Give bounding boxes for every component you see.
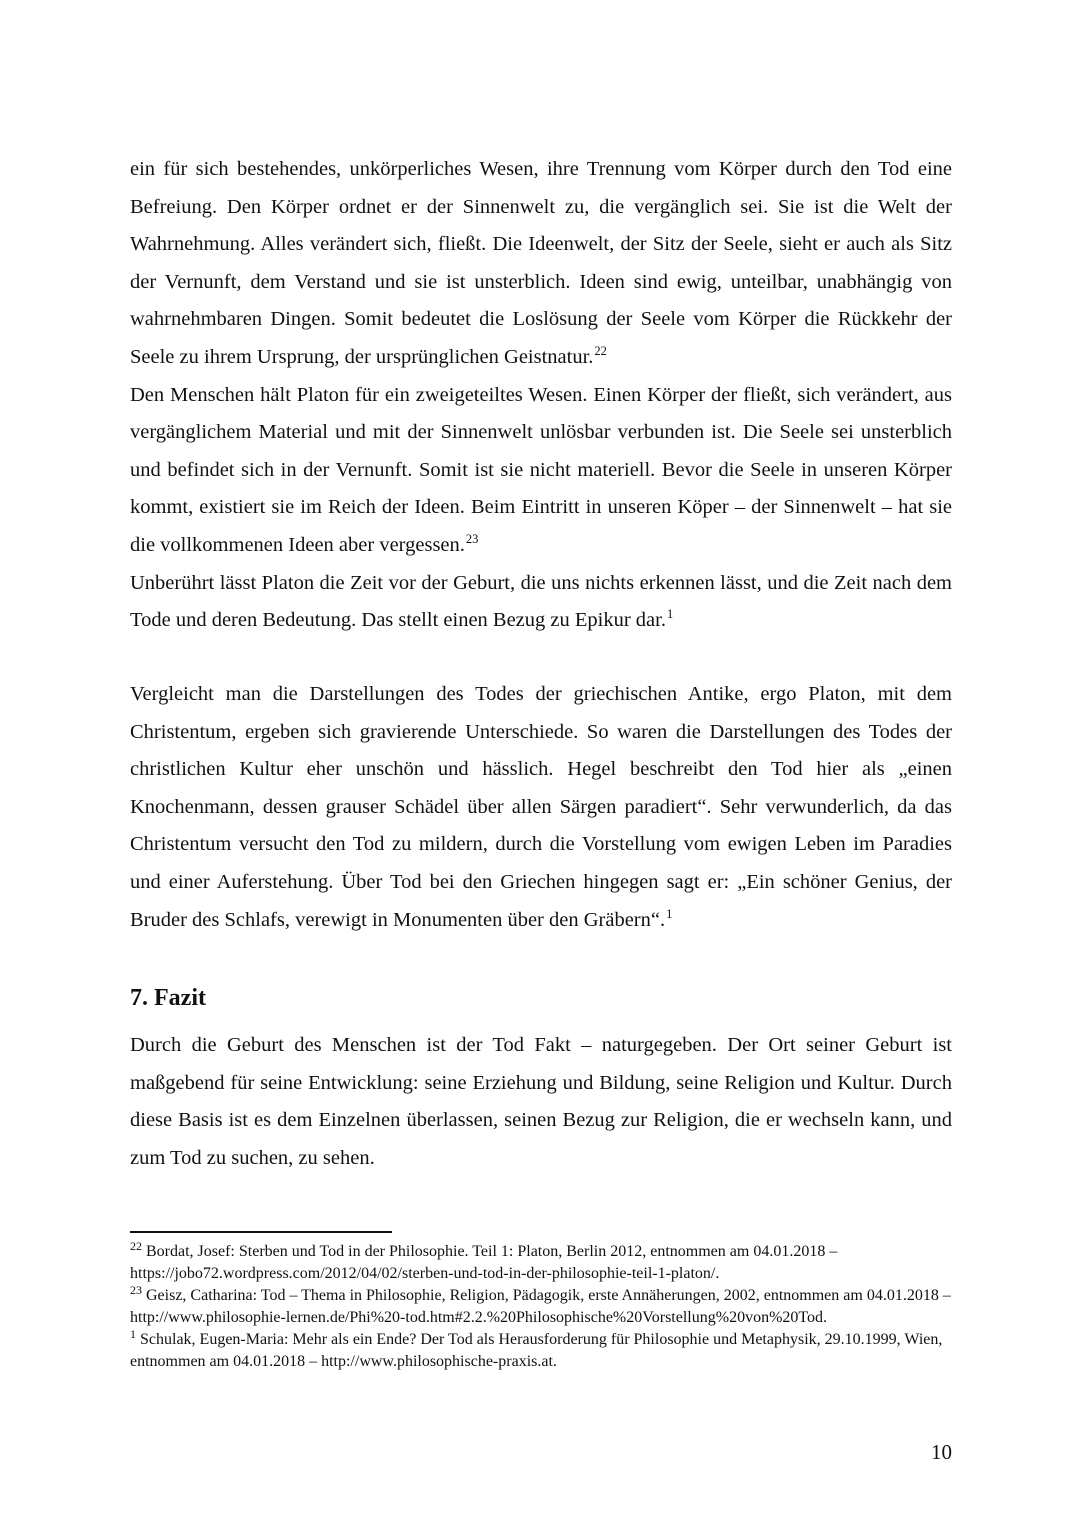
footnote-ref[interactable]: 23 (465, 532, 479, 547)
section-body (130, 1027, 952, 1177)
footnote-item (130, 1282, 952, 1329)
footnote-text: Schulak, Eugen-Maria: Mehr als ein Ende? Der Tod als Herausforderung für Philosophie und Metaphysik, 29.10.1999, Wien, entnommen am 04.01.2018 – http://www.philosophische-praxis.at. (130, 1331, 943, 1370)
paragraph-platon-human (130, 377, 952, 565)
paragraph-epikur (130, 565, 952, 640)
paragraph-christianity (130, 676, 952, 939)
paragraph-text: Unberührt lässt Platon die Zeit vor der Geburt, die uns nichts erkennen lässt, und die Zeit nach dem Tode und deren Bedeutung. Das stellt einen Bezug zu Epikur dar. (130, 571, 952, 632)
footnote-number: 1 (130, 1326, 136, 1341)
paragraph-text: Vergleicht man die Darstellungen des Todes der griechischen Antike, ergo Platon, mit dem Christentum, ergeben sich gravierende Unterschiede. So waren die Darstellungen des Todes der christlichen Kultur eher unschön und hässlich. Hegel beschreibt den Tod hier als „einen Knochenmann, dessen grauser Schädel über allen Särgen paradiert“. Sehr verwunderlich, da das Christentum versucht den Tod zu mildern, durch die Vorstellung vom ewigen Leben im Paradies und einer Auferstehung. Über Tod bei den Griechen hingegen sagt er: „Ein schöner Genius, der Bruder des Schlafs, verewigt in Monumenten über den Gräbern“. (130, 683, 952, 931)
paragraph-text: Den Menschen hält Platon für ein zweigeteiltes Wesen. Einen Körper der fließt, sich verändert, aus vergänglichem Material und mit der Sinnenwelt unlösbar verbunden ist. Die Seele sei unsterblich und befindet sich in der Vernunft. Somit ist sie nicht materiell. Bevor die Seele in unseren Körper kommt, existiert sie im Reich der Ideen. Beim Eintritt in unseren Köper – der Sinnenwelt – hat sie die vollkommenen Ideen aber vergessen. (130, 383, 952, 556)
footnote-ref[interactable]: 1 (666, 607, 674, 622)
footnotes (130, 1238, 952, 1373)
footnote-text: Geisz, Catharina: Tod – Thema in Philosophie, Religion, Pädagogik, erste Annäherungen, 2002, entnommen am 04.01.2018 – http://www.philosophie-lernen.de/Phi%20-tod.htm#2.2.%20Philosophische%20Vorstellung%20von%20Tod. (130, 1287, 951, 1326)
footnote-number: 22 (130, 1238, 142, 1253)
section-heading: 7. Fazit (130, 985, 206, 1011)
paragraph-fazit: Durch die Geburt des Menschen ist der Tod Fakt – naturgegeben. Der Ort seiner Geburt ist maßgebend für seine Entwicklung: seine Erziehung und Bildung, seine Religion und Kultur. Durch diese Basis ist es dem Einzelnen überlassen, seinen Bezug zur Religion, die er wechseln kann, und zum Tod zu suchen, zu sehen. (130, 1034, 952, 1169)
footnote-item (130, 1326, 952, 1373)
footnote-number: 23 (130, 1282, 142, 1297)
footnote-item (130, 1238, 952, 1285)
footnote-ref[interactable]: 1 (666, 906, 673, 921)
body-text-top (130, 151, 952, 640)
body-text-comparison (130, 676, 952, 939)
footnote-text: Bordat, Josef: Sterben und Tod in der Philosophie. Teil 1: Platon, Berlin 2012, entnommen am 04.01.2018 – https://jobo72.wordpress.com/2012/04/02/sterben-und-tod-in-der-philosophie-teil-1-platon/. (130, 1243, 838, 1282)
paragraph-text: ein für sich bestehendes, unkörperliches Wesen, ihre Trennung vom Körper durch den Tod eine Befreiung. Den Körper ordnet er der Sinnenwelt zu, die vergänglich sei. Sie ist die Welt der Wahrnehmung. Alles verändert sich, fließt. Die Ideenwelt, der Sitz der Seele, sieht er auch als Sitz der Vernunft, dem Verstand und sie ist unsterblich. Ideen sind ewig, unteilbar, unabhängig von wahrnehmbaren Dingen. Somit bedeutet die Loslösung der Seele vom Körper die Rückkehr der Seele zu ihrem Ursprung, der ursprünglichen Geistnatur. (130, 158, 952, 368)
page-number: 10 (931, 1440, 952, 1464)
footnote-divider (130, 1231, 392, 1233)
footnote-ref[interactable]: 22 (594, 344, 607, 359)
paragraph-platon-soul (130, 151, 952, 377)
